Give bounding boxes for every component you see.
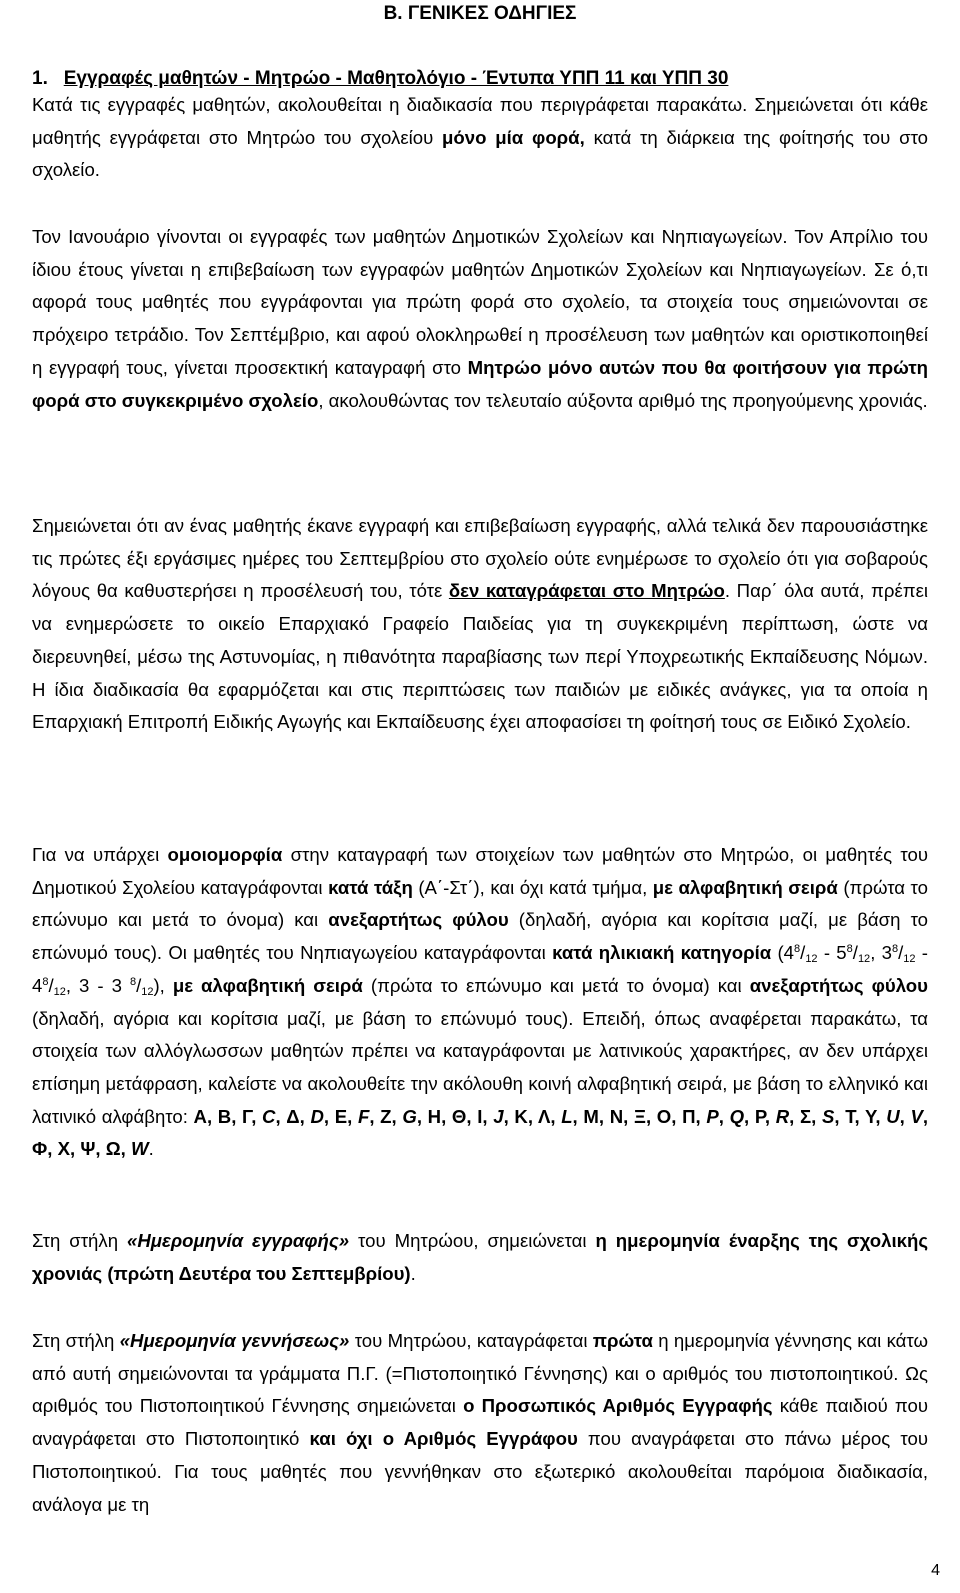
alphabet-separator: , (875, 1105, 887, 1127)
text-run: που αναγράφεται στο πάνω μέρος του Πιστοποιητικού. Για τους μαθητές που γεννήθηκαν στο εξωτερικό ακολουθείται παρόμοια διαδικασία, ανάλογα με τη (32, 1428, 928, 1515)
alphabet-letter: Ζ (380, 1105, 392, 1127)
alphabet-separator: , (811, 1105, 822, 1127)
alphabet-letter: V (910, 1105, 923, 1127)
alphabet-letter: Ε (334, 1105, 348, 1127)
text-run: (δηλαδή, αγόρια και κορίτσια μαζί, με βάση το επώνυμό τους). Οι μαθητές του Νηπιαγωγείου καταγράφονται (32, 909, 929, 964)
alphabet-separator: , (347, 1105, 358, 1127)
text-run: η ημερομηνία γέννησης και κάτω από αυτή σημειώνονται τα γράμματα Π.Γ. (=Πιστοποιητικό Γέννησης) και ο αριθμός του πιστοποιητικού. Ως αριθμός του Πιστοποιητικού Γέννησης σημειώνεται (32, 1330, 928, 1417)
fraction-slash: / (852, 942, 858, 964)
text-run: (πρώτα το επώνυμο και μετά το όνομα) και (362, 974, 750, 996)
alphabet-letter: Α (193, 1105, 207, 1127)
text-run: - 5 (817, 942, 847, 964)
text-run: , 3 - 3 (65, 974, 130, 996)
alphabet-separator: , (95, 1138, 106, 1160)
text-run: Τον Ιανουάριο γίνονται οι εγγραφές των μαθητών Δημοτικών Σχολείων και Νηπιαγωγείων. Τον Απρίλιο του ίδιου έτους γίνεται η επιβεβαίωση των εγγραφών μαθητών Δημοτικών Σχολείων και Νηπιαγωγείων. Σε ό,τι αφορά τους μαθητές που εγγράφονται για πρώτη φορά στο σχολείο, τα στοιχεία τους σημειώνονται σε πρόχειρο τετράδιο. Τον Σεπτέμβριο, και αφού ολοκληρωθεί η προσέλευση των μαθητών και οριστικοποιηθεί η εγγραφή τους, γίνεται προσεκτική καταγραφή στο (32, 226, 928, 378)
fraction-denominator: 12 (53, 985, 66, 998)
alphabet-separator: , (275, 1105, 287, 1127)
heading-number: 1. (32, 68, 48, 89)
alphabet-separator: , (323, 1105, 335, 1127)
text-run: . (410, 1262, 416, 1284)
alphabet-letter: J (493, 1105, 504, 1127)
bold-run: πρώτα (592, 1330, 653, 1351)
alphabet-separator: , (231, 1105, 243, 1127)
alphabet-letter: Ν (609, 1105, 624, 1127)
text-run: του Μητρώου, καταγράφεται (349, 1330, 593, 1351)
alphabet-letter: Ψ (80, 1138, 96, 1160)
alphabet-separator: , (695, 1105, 707, 1127)
alphabet-separator: , (598, 1105, 610, 1127)
text-run: , ακολουθώντας τον τελευταίο αύξοντα αριθμό της προηγούμενης χρονιάς. (318, 389, 928, 411)
fraction-denominator: 12 (805, 953, 818, 966)
text-run: κατά τη διάρκεια της φοίτησής του στο σχολείο. (32, 126, 928, 181)
alphabet-letter: W (131, 1138, 149, 1160)
heading-text: Εγγραφές μαθητών - Μητρώο - Μαθητολόγιο - Έντυπα ΥΠΠ 11 και ΥΠΠ 30 (63, 68, 729, 89)
alphabet-letter: Ρ (754, 1105, 765, 1127)
alphabet-separator: , (369, 1105, 381, 1127)
alphabet-letter: Τ (845, 1105, 855, 1127)
alphabet-separator: , (466, 1105, 478, 1127)
alphabet-separator: , (251, 1105, 263, 1127)
text-run: ), (153, 974, 173, 996)
bold-run: κατά τάξη (328, 876, 413, 898)
bold-run: με αλφαβητική σειρά (652, 876, 838, 898)
alphabet-letter: Χ (57, 1138, 71, 1160)
alphabet-letter: Ι (477, 1105, 483, 1127)
paragraph-uniformity (32, 839, 928, 1166)
fraction-slash: / (800, 942, 806, 964)
alphabet-separator: , (899, 1105, 911, 1127)
paragraph-registration-intro (32, 89, 928, 187)
bold-run: κατά ηλικιακή κατηγορία (552, 942, 772, 964)
fraction-numerator: 8 (129, 975, 137, 988)
text-run: Κατά τις εγγραφές μαθητών, ακολουθείται η διαδικασία που περιγράφεται παρακάτω. Σημειώνεται ότι κάθε μαθητής εγγράφεται στο Μητρώο του σχολείου (32, 94, 928, 148)
alphabet-separator: , (416, 1105, 428, 1127)
bold-run: μόνο μία φορά, (442, 126, 585, 148)
alphabet-letter: Q (729, 1105, 745, 1127)
fraction-numerator: 8 (42, 975, 49, 988)
alphabet-letter: Γ (242, 1105, 252, 1127)
alphabet-separator: , (572, 1105, 584, 1127)
text-run: . (148, 1138, 154, 1160)
alphabet-separator: , (441, 1105, 452, 1127)
text-run: στην καταγραφή των στοιχείων των μαθητών στο Μητρώο, οι μαθητές του Δημοτικού Σχολείου καταγράφονται (32, 844, 929, 898)
fraction-slash: / (136, 974, 142, 996)
alphabet-letter: Μ (583, 1105, 599, 1127)
text-run: Για να υπάρχει (32, 844, 168, 865)
text-run: του Μητρώου, σημειώνεται (349, 1230, 596, 1251)
alphabet-letter: Κ (514, 1105, 528, 1127)
alphabet-separator: , (550, 1105, 562, 1127)
paragraph-registration-date (32, 1225, 928, 1290)
fraction-numerator: 8 (891, 943, 899, 956)
alphabet-separator: , (922, 1105, 929, 1127)
column-name: «Ημερομηνία γεννήσεως» (119, 1330, 350, 1351)
page-number: 4 (931, 1562, 940, 1579)
alphabet-letter: F (357, 1105, 370, 1127)
text-run: (4 (771, 942, 795, 964)
alphabet-letter: Ο (656, 1105, 672, 1127)
alphabet-letter: S (821, 1105, 835, 1127)
alphabet-separator: , (718, 1105, 730, 1127)
alphabet-letter: L (561, 1105, 573, 1127)
bold-run: ομοιομορφία (167, 844, 283, 865)
paragraph-absent-students (32, 510, 928, 739)
text-run: κάθε παιδιού που αναγράφεται στο Πιστοποιητικό (32, 1395, 928, 1450)
fraction-numerator: 8 (846, 943, 853, 956)
bold-run: Μητρώο μόνο αυτών που θα φοιτήσουν για πρώτη φορά στο συγκεκριμένο σχολείο (32, 356, 928, 411)
alphabet-letter: D (310, 1105, 324, 1127)
text-run: , 3 (870, 942, 892, 964)
alphabet-letter: Υ (865, 1105, 876, 1127)
alphabet-separator: , (47, 1138, 58, 1160)
alphabet-letter: Β (217, 1105, 232, 1127)
alphabet-separator: , (645, 1105, 657, 1127)
alphabet-letter: Π (682, 1105, 696, 1127)
fraction-denominator: 12 (857, 953, 871, 966)
text-run: (πρώτα το επώνυμο και μετά το όνομα) και (32, 876, 928, 931)
fraction-slash: / (48, 974, 54, 996)
text-run: Στη στήλη (32, 1330, 120, 1351)
paragraph-registration-timeline (32, 221, 928, 417)
text-run: Σημειώνεται ότι αν ένας μαθητής έκανε εγγραφή και επιβεβαίωση εγγραφής, αλλά τελικά δεν παρουσιάστηκε τις πρώτες έξι εργάσιμες ημέρες του Σεπτεμβρίου στο σχολείο ούτε ενημέρωσε το σχολείο ότι για σοβαρούς λόγους θα καθυστερήσει η προσέλευσή του, τότε (32, 515, 928, 602)
alphabet-separator: , (527, 1105, 538, 1127)
alphabet-letter: P (706, 1105, 719, 1127)
alphabet-separator: , (70, 1138, 81, 1160)
bold-run: και όχι ο Αριθμός Εγγράφου (309, 1428, 578, 1450)
alphabet-letter: G (402, 1105, 417, 1127)
alphabet-letter: Η (427, 1105, 442, 1127)
text-run: - 4 (32, 942, 928, 996)
alphabet-separator: , (503, 1105, 515, 1127)
fraction-denominator: 12 (903, 953, 916, 966)
bold-run: με αλφαβητική σειρά (172, 974, 363, 996)
alphabet-letter: U (886, 1105, 900, 1127)
alphabet-separator: , (299, 1105, 311, 1127)
bold-run: ο Προσωπικός Αριθμός Εγγραφής (463, 1395, 773, 1417)
alphabet-separator: , (834, 1105, 846, 1127)
bold-underline-run: δεν καταγράφεται στο Μητρώο (448, 580, 725, 602)
alphabet-separator: , (671, 1105, 683, 1127)
text-run: (Α΄-Στ΄), και όχι κατά τμήμα, (412, 876, 653, 898)
alphabet-letter: Θ (451, 1105, 467, 1127)
paragraph-birth-date (32, 1325, 928, 1521)
fraction-denominator: 12 (141, 985, 154, 998)
alphabet-separator: , (482, 1105, 494, 1127)
alphabet-letter: C (262, 1105, 276, 1127)
section-title: Β. ΓΕΝΙΚΕΣ ΟΔΗΓΙΕΣ (383, 3, 577, 24)
text-run: Στη στήλη (32, 1230, 127, 1251)
alphabet-separator: , (206, 1105, 218, 1127)
bold-run: η ημερομηνία έναρξης της σχολικής χρονιάς (πρώτη Δευτέρα του Σεπτεμβρίου) (32, 1230, 929, 1284)
alphabet-separator: , (744, 1105, 755, 1127)
alphabet-letter: Σ (799, 1105, 812, 1127)
alphabet-separator: , (623, 1105, 634, 1127)
text-run: (δηλαδή, αγόρια και κορίτσια μαζί, με βάση το επώνυμό τους). Επειδή, όπως αναφέρεται παρακάτω, τα στοιχεία των αλλόγλωσσων μαθητών πρέπει να καταγράφονται με λατινικούς χαρακτήρες, αν δεν υπάρχει επίσημη μετάφραση, καλείστε να ακολουθείτε την ακόλουθη κοινή αλφαβητική σειρά, με βάση το ελληνικό και λατινικό αλφάβητο: (32, 1007, 928, 1127)
alphabet-letter: R (775, 1105, 790, 1127)
alphabet-separator: , (789, 1105, 800, 1127)
alphabet-letter: Λ (537, 1105, 551, 1127)
alphabet-separator: , (391, 1105, 403, 1127)
alphabet-letter: Φ (32, 1138, 48, 1160)
fraction-slash: / (898, 942, 904, 964)
alphabet-letter: Ξ (633, 1105, 646, 1127)
fraction-numerator: 8 (794, 943, 801, 956)
column-name: «Ημερομηνία εγγραφής» (127, 1230, 350, 1251)
bold-run: ανεξαρτήτως φύλου (749, 974, 928, 996)
bold-run: ανεξαρτήτως φύλου (328, 909, 509, 931)
alphabet-separator: , (764, 1105, 776, 1127)
alphabet-separator: , (120, 1138, 132, 1160)
alphabet-separator: , (854, 1105, 866, 1127)
alphabet-letter: Δ (286, 1105, 300, 1127)
text-run: . Παρ΄ όλα αυτά, πρέπει να ενημερώσετε το οικείο Επαρχιακό Γραφείο Παιδείας για τη συγκεκριμένη περίπτωση, ώστε να διερευνηθεί, μέσω της Αστυνομίας, η πιθανότητα παραβίασης των περί Υποχρεωτικής Εκπαίδευσης Νόμων. Η ίδια διαδικασία θα εφαρμόζεται και στις περιπτώσεις των παιδιών με ειδικές ανάγκες, για τα οποία η Επαρχιακή Επιτροπή Ειδικής Αγωγής και Εκπαίδευσης έχει αποφασίσει τη φοίτησή τους σε Ειδικό Σχολείο. (32, 580, 928, 733)
alphabet-letter: Ω (105, 1138, 121, 1160)
